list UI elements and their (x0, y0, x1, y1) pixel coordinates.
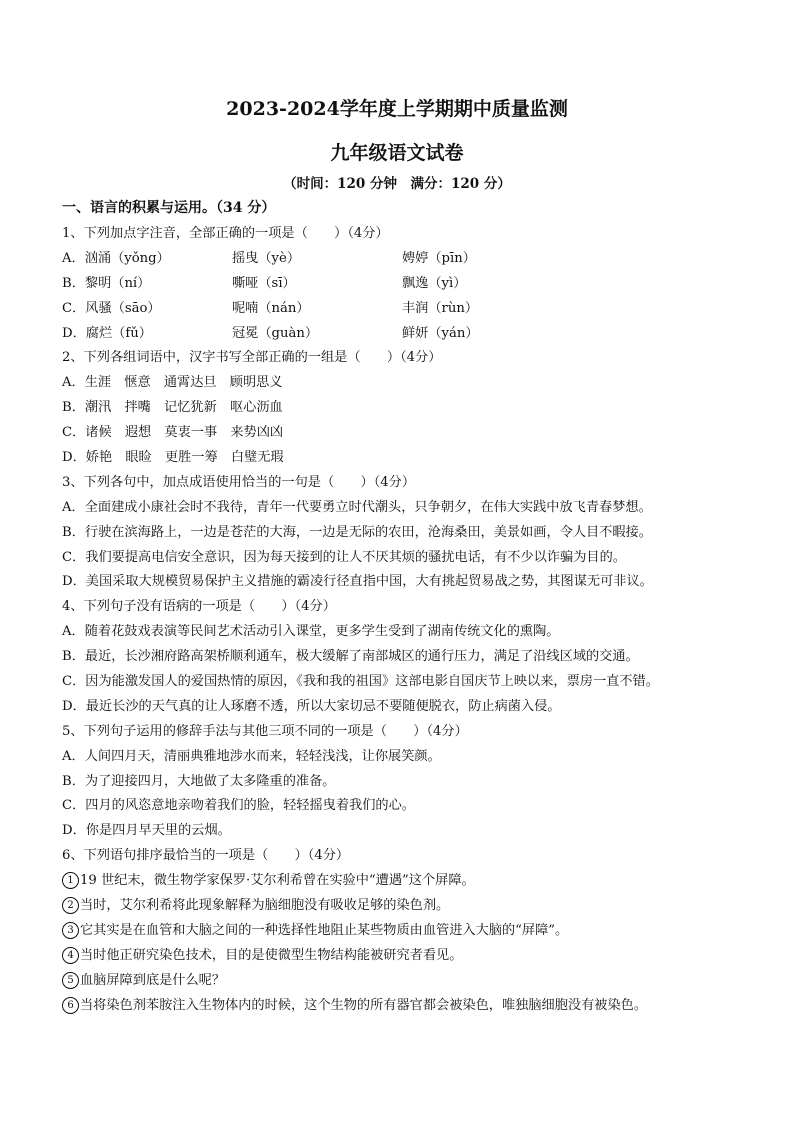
q1-option-a: A．汹涌（yǒng） (62, 250, 170, 266)
question-1-row-c (62, 297, 742, 322)
circled-number: 2 (62, 897, 79, 914)
question-2-stem: 2、下列各组词语中，汉字书写全部正确的一组是（ ）（4分） (62, 350, 442, 366)
q3-option-b: B．行驶在滨海路上，一边是苍茫的大海，一边是无际的农田，沧海桑田，美景如画，令人目不暇接。 (62, 524, 652, 540)
q2-option-d: D．娇艳 眼睑 更胜一筹 白璧无瑕 (62, 450, 284, 466)
q6-item-4 (62, 944, 742, 969)
q3-option-c: C．我们要提高电信安全意识，因为每天接到的让人不厌其烦的骚扰电话，有不少以诈骗为目的。 (62, 549, 626, 565)
q1-option-b: B．黎明（ní） (62, 275, 151, 291)
q2-option-c: C．诸候 遐想 莫衷一事 来势凶凶 (62, 425, 284, 441)
exam-info: （时间：120 分钟 满分：120 分） (283, 176, 511, 192)
q1-option-b-word2: 嘶哑（sī） (232, 275, 296, 291)
q3-option-a: A．全面建成小康社会时不我待，青年一代要勇立时代潮头，只争朝夕，在伟大实践中放飞青春梦想。 (62, 499, 652, 515)
q5-option-d: D．你是四月早天里的云烟。 (62, 823, 231, 839)
q5-option-c: C．四月的风恣意地亲吻着我们的脸，轻轻摇曳着我们的心。 (62, 798, 415, 814)
q6-item-text: 血脑屏障到底是什么呢？ (80, 972, 226, 988)
question-1-row-a (62, 247, 742, 272)
exam-subtitle: 九年级语文试卷 (330, 142, 464, 164)
question-5-stem: 5、下列句子运用的修辞手法与其他三项不同的一项是（ ）（4分） (62, 723, 468, 739)
circled-number: 6 (62, 997, 79, 1014)
circled-number: 3 (62, 922, 79, 939)
q1-option-d-word3: 鲜妍（yán） (402, 325, 479, 341)
q6-item-text: 它其实是在血管和大脑之间的一种选择性地阻止某些物质由血管进入大脑的“屏障”。 (80, 922, 569, 938)
q1-option-d-word2: 冠冕（guàn） (232, 325, 319, 341)
question-3-stem: 3、下列各句中，加点成语使用恰当的一句是（ ）（4分） (62, 474, 416, 490)
q1-option-c-word3: 丰润（rùn） (402, 300, 479, 316)
circled-number: 5 (62, 972, 79, 989)
q6-item-text: 当时，艾尔利希将此现象解释为脑细胞没有吸收足够的染色剂。 (80, 898, 450, 914)
q1-option-c: C．风骚（sāo） (62, 300, 161, 316)
q4-option-b: B．最近，长沙湘府路高架桥顺利通车，极大缓解了南部城区的通行压力，满足了沿线区域的交通。 (62, 649, 639, 665)
q6-item-text: 19 世纪末，微生物学家保罗·艾尔利希曾在实验中“遭遇”这个屏障。 (80, 873, 475, 889)
q1-option-c-word2: 呢喃（nán） (232, 300, 310, 316)
question-1-row-d (62, 322, 742, 347)
q6-item-5 (62, 969, 742, 994)
q1-option-a-word3: 娉婷（pīn） (402, 250, 476, 266)
q4-option-d: D．最近长沙的天气真的让人琢磨不透，所以大家切忌不要随便脱衣，防止病菌入侵。 (62, 698, 561, 714)
question-1-stem: 1、下列加点字注音，全部正确的一项是（ ）（4分） (62, 226, 389, 241)
q1-option-b-word3: 飘逸（yì） (402, 275, 467, 291)
q6-item-text: 当将染色剂苯胺注入生物体内的时候，这个生物的所有器官都会被染色，唯独脑细胞没有被染色。 (80, 997, 648, 1013)
q1-option-d: D．腐烂（fǔ） (62, 325, 152, 341)
circled-number: 1 (62, 872, 79, 889)
section-heading: 一、语言的积累与运用。（34 分） (62, 200, 276, 216)
q1-option-a-word2: 摇曳（yè） (232, 250, 301, 266)
q6-item-2 (62, 894, 742, 919)
q3-option-d: D．美国采取大规模贸易保护主义措施的霸凌行径直指中国，大有挑起贸易战之势，其图谋无可非议。 (62, 574, 653, 590)
q6-item-text: 当时他正研究染色技术，目的是使微型生物结构能被研究者看见。 (80, 947, 463, 963)
exam-title: 2023-2024学年度上学期期中质量监测 (226, 98, 568, 120)
question-1-row-b (62, 272, 742, 297)
questions (62, 222, 742, 1019)
q2-option-b: B．潮汛 拌嘴 记忆犹新 呕心沥血 (62, 400, 283, 416)
q6-item-6 (62, 994, 742, 1019)
q6-item-1 (62, 869, 742, 894)
q5-option-a: A．人间四月天，清丽典雅地涉水而来，轻轻浅浅，让你展笑颜。 (62, 748, 441, 764)
question-6-stem: 6、下列语句排序最恰当的一项是（ ）（4分） (62, 848, 350, 864)
circled-number: 4 (62, 947, 79, 964)
q4-option-a: A．随着花鼓戏表演等民间艺术活动引入课堂，更多学生受到了湖南传统文化的熏陶。 (62, 624, 560, 640)
q6-item-3 (62, 919, 742, 944)
question-4-stem: 4、下列句子没有语病的一项是（ ）（4分） (62, 599, 336, 615)
q2-option-a: A．生涯 惬意 通霄达旦 顾明思义 (62, 375, 283, 391)
q4-option-c: C．因为能激发国人的爱国热情的原因，《我和我的祖国》这部电影自国庆节上映以来，票房一直不错。 (62, 674, 659, 690)
q5-option-b: B．为了迎接四月，大地做了太多隆重的准备。 (62, 773, 336, 789)
